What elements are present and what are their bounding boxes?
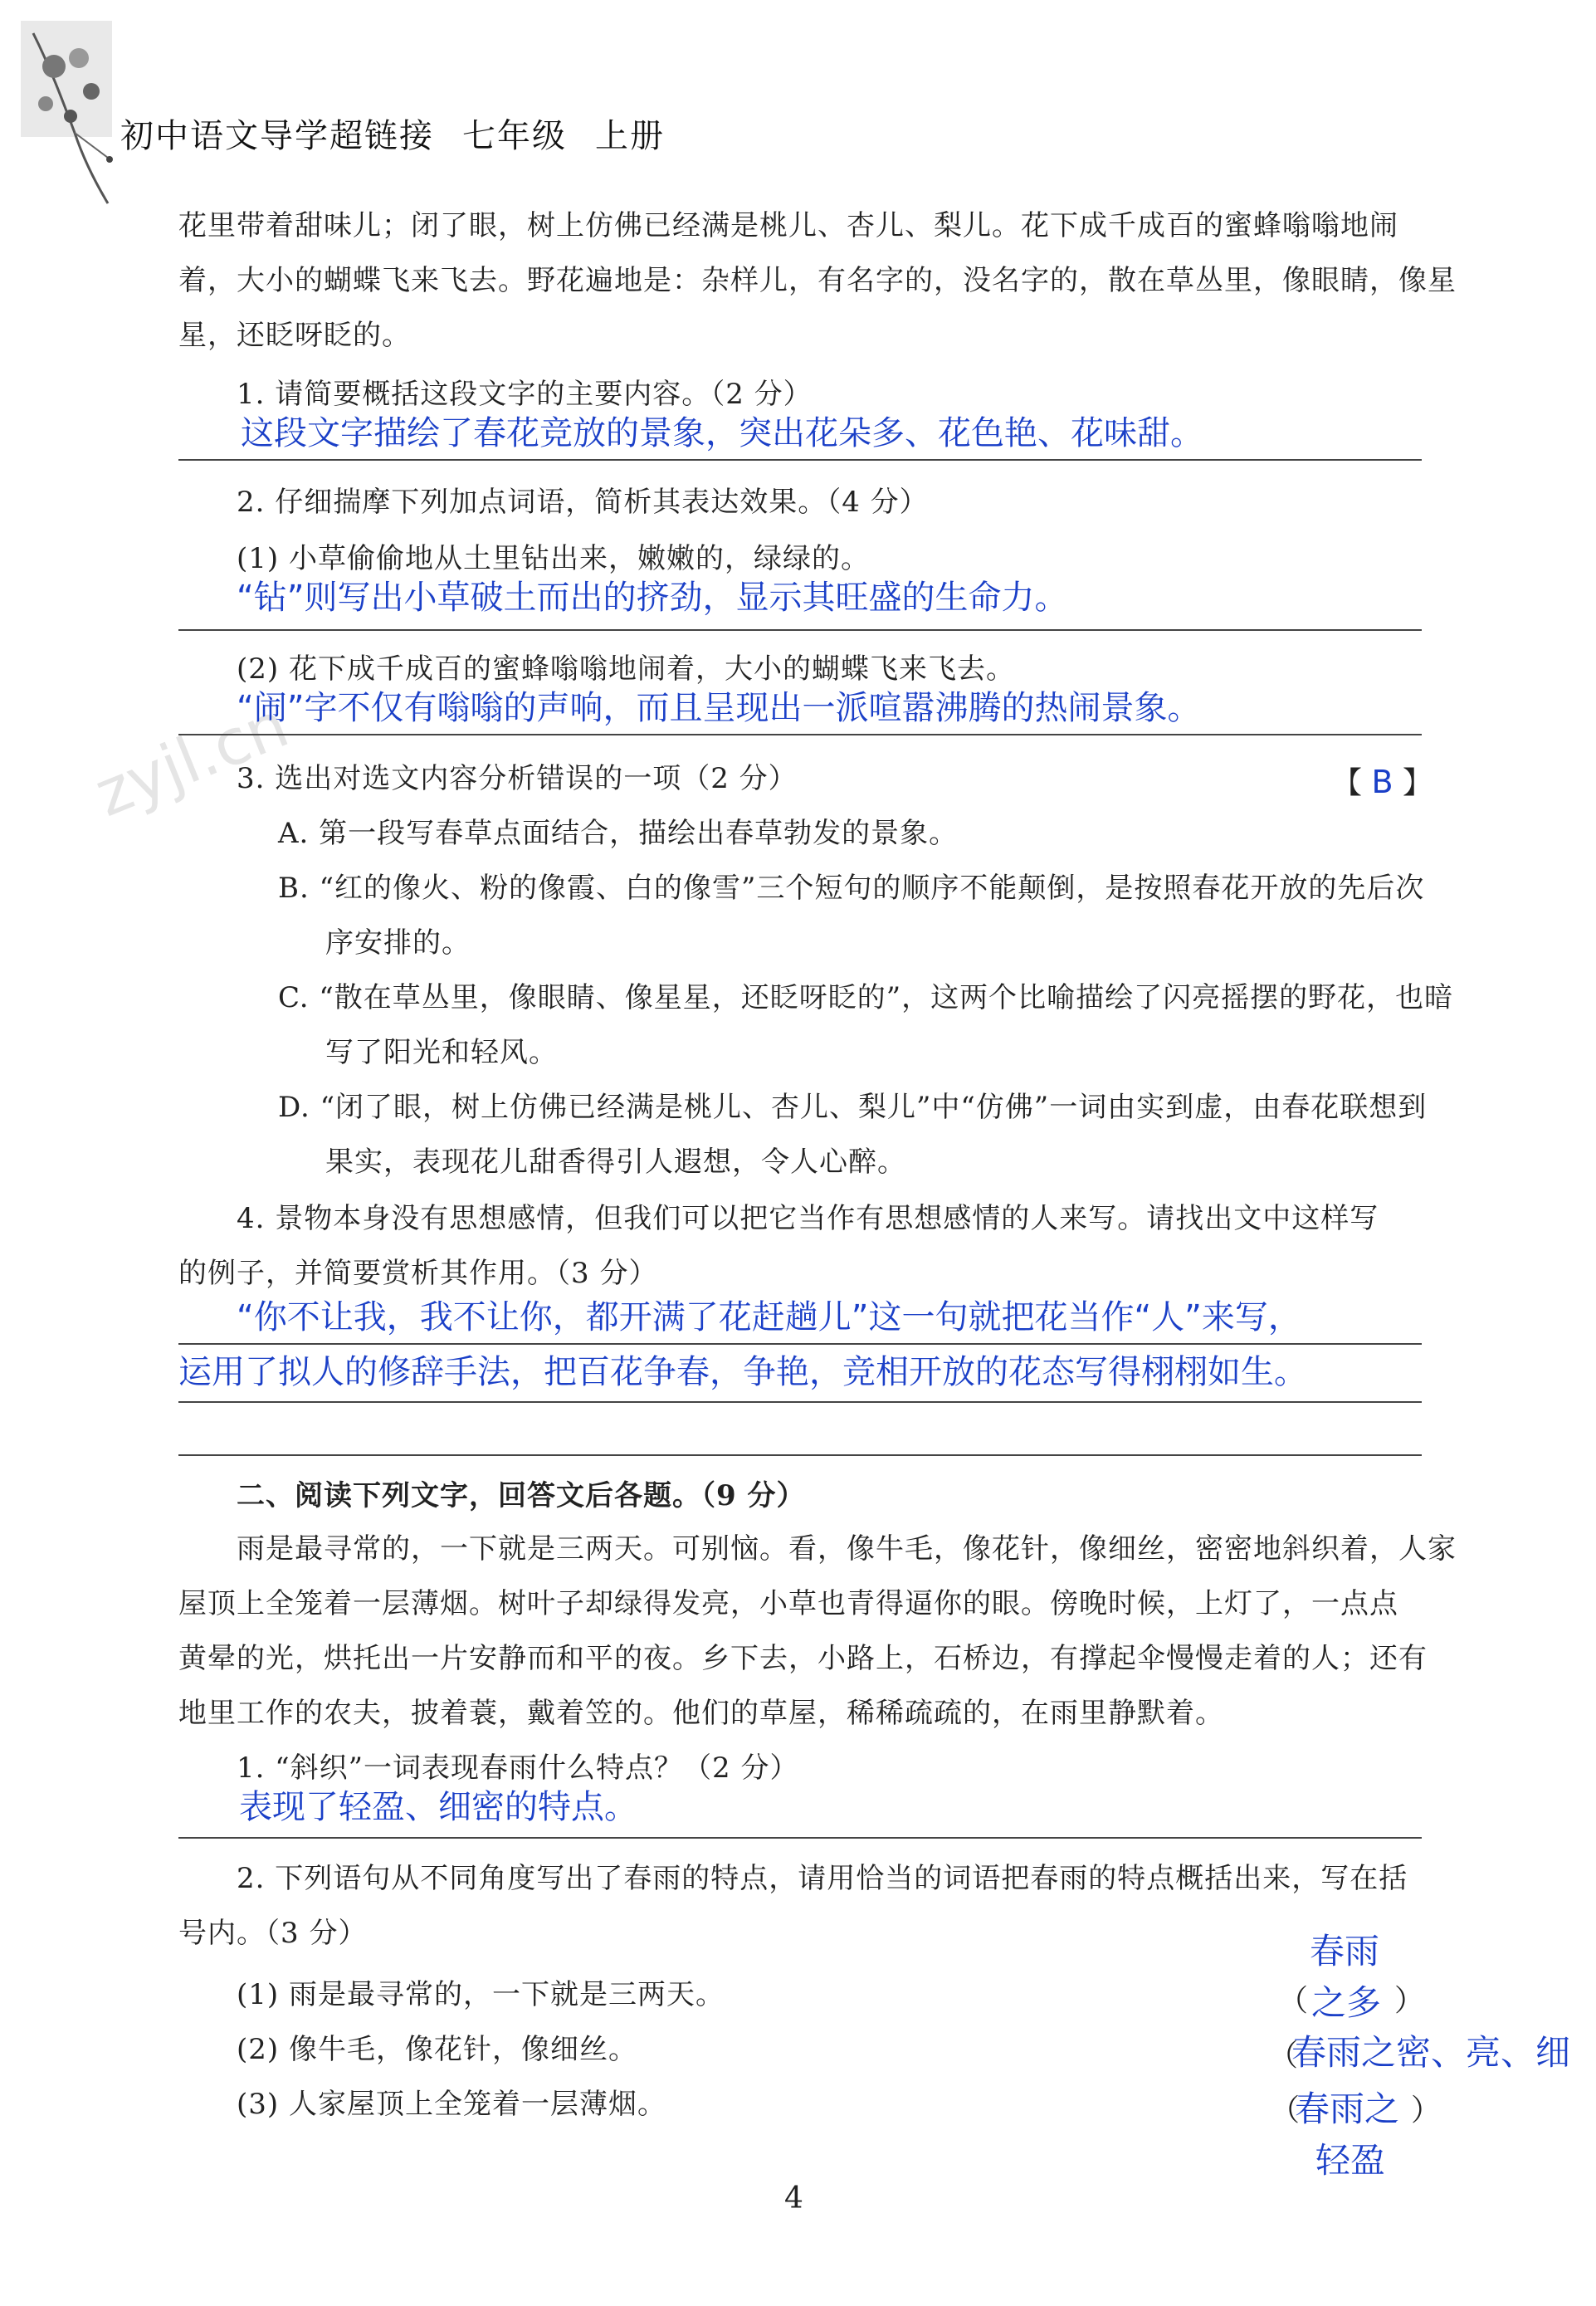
passage-line: 花里带着甜味儿；闭了眼，树上仿佛已经满是桃儿、杏儿、梨儿。花下成千成百的蜜蜂嗡嗡地闹 <box>178 209 1398 242</box>
option-a: A. 第一段写春草点面结合，描绘出春草勃发的景象。 <box>278 817 959 850</box>
book-title: 初中语文导学超链接 <box>120 117 434 155</box>
answer-line <box>178 734 1422 735</box>
item-1: (1) 雨是最寻常的，一下就是三两天。 <box>237 1978 725 2011</box>
section-2-question-1: 1. “斜织”一词表现春雨什么特点？（2 分） <box>237 1751 799 1785</box>
ink-plant-logo <box>17 17 124 208</box>
question-1: 1. 请简要概括这段文字的主要内容。（2 分） <box>237 378 813 411</box>
passage-line: 星，还眨呀眨的。 <box>178 319 411 352</box>
option-b: B. “红的像火、粉的像霞、白的像雪”三个短句的顺序不能颠倒，是按照春花开放的先后次 <box>278 872 1425 905</box>
handwritten-answer-1-top: 春雨 <box>1310 1931 1380 1971</box>
watermark: zyjl.cn <box>85 687 299 831</box>
option-c-cont: 写了阳光和轻风。 <box>325 1036 558 1069</box>
item-2: (2) 像牛毛，像花针，像细丝。 <box>237 2033 637 2066</box>
bracket-close: 】 <box>1403 766 1433 800</box>
option-c: C. “散在草丛里，像眼睛、像星星，还眨呀眨的”，这两个比喻描绘了闪亮摇摆的野花，也暗 <box>278 981 1454 1014</box>
question-2-sub-1: (1) 小草偷偷地从土里钻出来，嫩嫩的，绿绿的。 <box>237 542 870 575</box>
answer-line <box>178 1401 1422 1403</box>
handwritten-answer-3-bottom: 轻盈 <box>1315 2140 1386 2181</box>
answer-3: B <box>1371 764 1393 800</box>
question-3: 3. 选出对选文内容分析错误的一项（2 分） <box>237 762 798 795</box>
passage-2-line: 屋顶上全笼着一层薄烟。树叶子却绿得发亮，小草也青得逼你的眼。傍晚时候，上灯了，一点点 <box>178 1587 1398 1620</box>
volume-label: 上册 <box>595 117 665 155</box>
question-2: 2. 仔细揣摩下列加点词语，简析其表达效果。（4 分） <box>237 486 929 519</box>
answer-1: 这段文字描绘了春花竞放的景象，突出花朵多、花色艳、花味甜。 <box>241 414 1203 452</box>
paren-open: （ <box>1278 1984 1309 2018</box>
paren-open: （ <box>1268 2039 1299 2073</box>
option-d-cont: 果实，表现花儿甜香得引人遐想，令人心醉。 <box>325 1146 906 1179</box>
bracket-open: 【 <box>1332 766 1363 800</box>
passage-line: 着，大小的蝴蝶飞来飞去。野花遍地是：杂样儿，有名字的，没名字的，散在草丛里，像眼睛，像星 <box>178 264 1457 297</box>
paren-open: （ <box>1270 2093 1301 2128</box>
paren-close: ） <box>1394 1984 1425 2018</box>
page-number: 4 <box>784 2181 803 2216</box>
grade-label: 七年级 <box>462 117 567 155</box>
paren-close: ） <box>1411 2093 1442 2128</box>
answer-line <box>178 1837 1422 1839</box>
answer-2-2: “闹”字不仅有嗡嗡的声响，而且呈现出一派喧嚣沸腾的热闹景象。 <box>237 689 1201 727</box>
handwritten-answer-2: 春雨之密、亮、细 <box>1291 2032 1571 2073</box>
section-2-question-2: 2. 下列语句从不同角度写出了春雨的特点，请用恰当的词语把春雨的特点概括出来，写在括 <box>237 1862 1408 1895</box>
section-2-answer-1: 表现了轻盈、细密的特点。 <box>239 1788 637 1826</box>
answer-line <box>178 459 1422 461</box>
section-2-question-2-cont: 号内。（3 分） <box>178 1917 368 1950</box>
question-4-cont: 的例子，并简要赏析其作用。（3 分） <box>178 1257 658 1290</box>
question-4: 4. 景物本身没有思想感情，但我们可以把它当作有思想感情的人来写。请找出文中这样写 <box>237 1202 1379 1235</box>
passage-2-line: 雨是最寻常的，一下就是三两天。可别恼。看，像牛毛，像花针，像细丝，密密地斜织着，人家 <box>237 1532 1457 1566</box>
answer-line <box>178 1454 1422 1456</box>
item-3: (3) 人家屋顶上全笼着一层薄烟。 <box>237 2088 666 2121</box>
answer-4-line-1: “你不让我，我不让你，都开满了花赶趟儿”这一句就把花当作“人”来写， <box>237 1298 1301 1336</box>
header-title <box>120 110 693 157</box>
handwritten-answer-3-top: 春雨之 <box>1295 2089 1400 2129</box>
passage-2-line: 地里工作的农夫，披着蓑，戴着笠的。他们的草屋，稀稀疏疏的，在雨里静默着。 <box>178 1697 1224 1730</box>
question-2-sub-2: (2) 花下成千成百的蜜蜂嗡嗡地闹着，大小的蝴蝶飞来飞去。 <box>237 652 1015 686</box>
handwritten-answer-1-bottom: 之多 <box>1311 1982 1382 2023</box>
section-2-title: 二、阅读下列文字，回答文后各题。（9 分） <box>237 1479 806 1512</box>
option-b-cont: 序安排的。 <box>325 926 471 960</box>
answer-line <box>178 1343 1422 1345</box>
passage-2-line: 黄晕的光，烘托出一片安静而和平的夜。乡下去，小路上，石桥边，有撑起伞慢慢走着的人；还有 <box>178 1642 1428 1675</box>
answer-line <box>178 629 1422 631</box>
option-d: D. “闭了眼，树上仿佛已经满是桃儿、杏儿、梨儿”中“仿佛”一词由实到虚，由春花联想到 <box>278 1091 1428 1124</box>
answer-2-1: “钻”则写出小草破土而出的挤劲，显示其旺盛的生命力。 <box>237 579 1068 617</box>
answer-bracket <box>1332 760 1432 802</box>
answer-4-line-2: 运用了拟人的修辞手法，把百花争春，争艳，竞相开放的花态写得栩栩如生。 <box>178 1353 1307 1391</box>
